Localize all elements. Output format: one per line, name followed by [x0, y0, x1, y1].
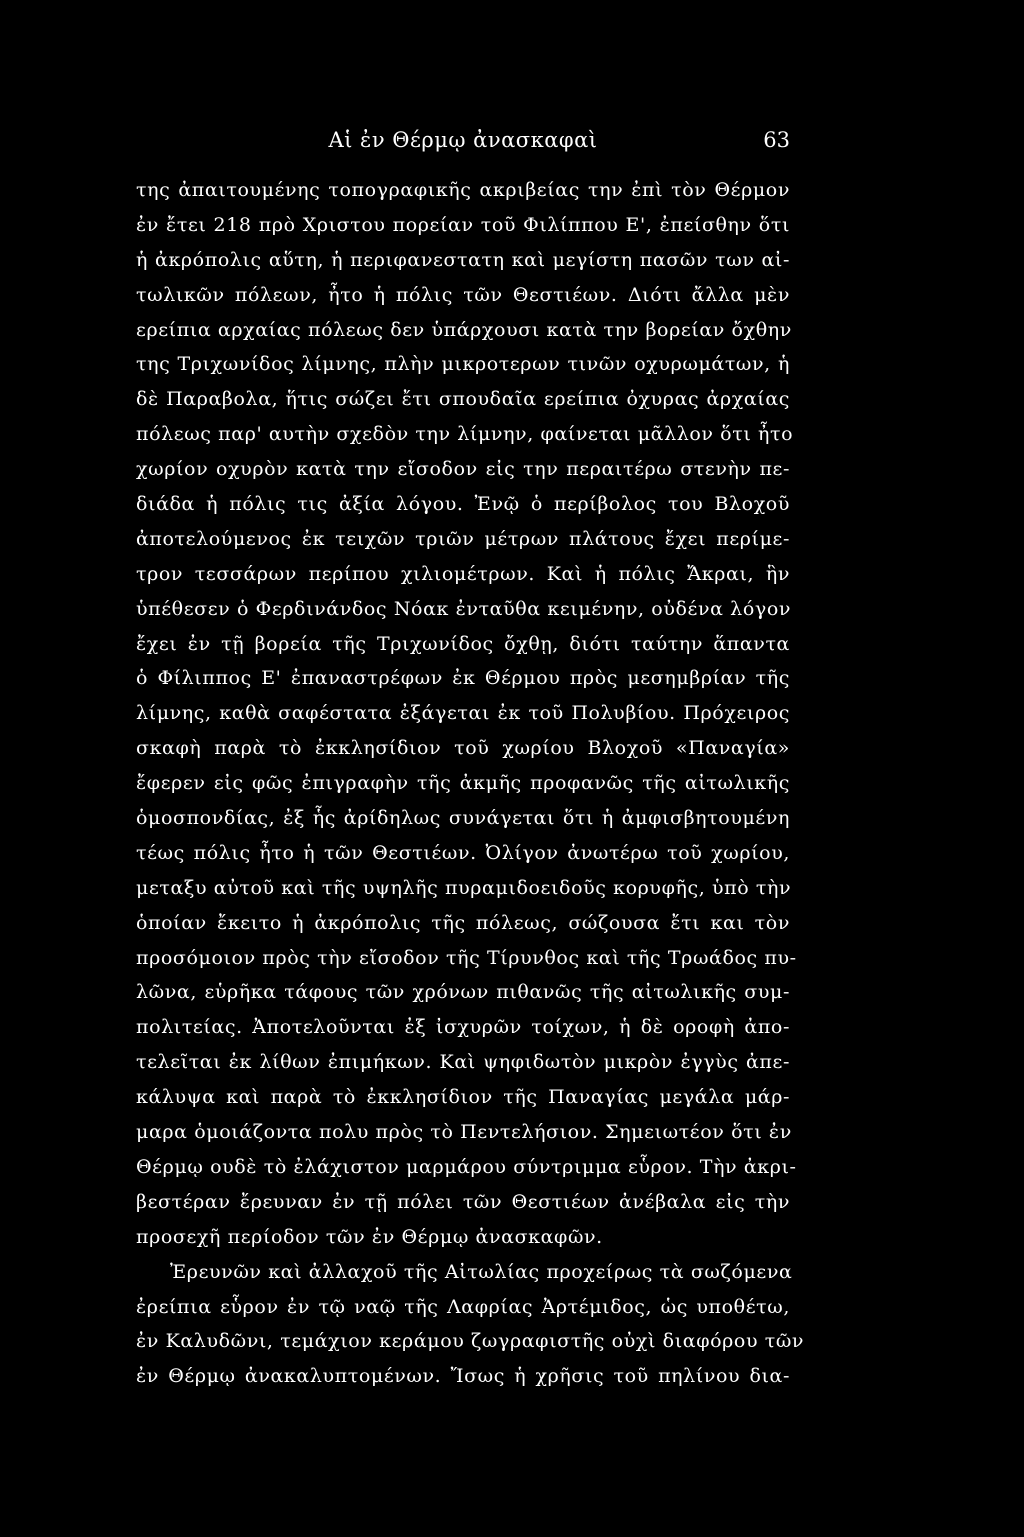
- text-line: προσόμοιον πρὸς τὴν εἴσοδον τῆς Τίρυνθος καὶ τῆς Τρωάδος πυ-: [136, 946, 797, 969]
- text-line: ἡ ἀκρόπολις αὕτη, ἡ περιφανεστατη καὶ μεγίστη πασῶν των αἰ-: [136, 248, 790, 271]
- running-title: Αἱ ἐν Θέρμῳ ἀνασκαφαὶ: [328, 128, 598, 152]
- text-line: λίμνης, καθὰ σαφέστατα ἐξάγεται ἐκ τοῦ Πολυβίου. Πρόχειρος: [136, 702, 790, 725]
- text-line: τρον τεσσάρων περίπου χιλιομέτρων. Καὶ ἡ πόλις Ἄκραι, ἣν: [136, 562, 790, 585]
- text-line: λῶνα, εὑρῆκα τάφους τῶν χρόνων πιθανῶς τῆς αἰτωλικῆς συμ-: [136, 981, 790, 1004]
- text-line: πόλεως παρ' αυτὴν σχεδὸν την λίμνην, φαίνεται μᾶλλον ὅτι ἦτο: [136, 423, 794, 446]
- text-line: Ἐρευνῶν καὶ ἀλλαχοῦ τῆς Αἰτωλίας προχείρως τὰ σωζόμενα: [170, 1260, 793, 1283]
- text-line: της ἀπαιτουμένης τοπογραφικῆς ακριβείας την ἐπὶ τὸν Θέρμον: [136, 179, 790, 201]
- text-line: μεταξυ αὐτοῦ καὶ τῆς υψηλῆς πυραμιδοειδοῦς κορυφῆς, ὑπὸ τὴν: [136, 876, 792, 899]
- text-line: ερείπια αρχαίας πόλεως δεν ὑπάρχουσι κατὰ την βορείαν ὄχθην: [136, 318, 792, 341]
- text-line: ὁμοσπονδίας, ἐξ ἧς ἀρίδηλως συνάγεται ὅτι ἡ ἀμφισβητουμένη: [136, 807, 790, 830]
- text-line: ὁποίαν ἔκειτο ἡ ἀκρόπολις τῆς πόλεως, σώζουσα ἔτι και τὸν: [136, 911, 790, 934]
- text-line: τέως πόλις ἦτο ἡ τῶν Θεστιέων. Ὀλίγον ἀνωτέρω τοῦ χωρίου,: [136, 841, 790, 864]
- text-line: της Τριχωνίδος λίμνης, πλὴν μικροτερων τινῶν οχυρωμάτων, ἡ: [136, 353, 790, 376]
- text-line: ἐρείπια εὗρον ἐν τῷ ναῷ τῆς Λαφρίας Ἀρτέμιδος, ὡς υποθέτω,: [136, 1295, 790, 1318]
- text-line: ἐν Θέρμῳ ἀνακαλυπτομένων. Ἴσως ἡ χρῆσις τοῦ πηλίνου δια-: [136, 1365, 790, 1388]
- text-line: ὁ Φίλιππος Ε' ἐπαναστρέφων ἐκ Θέρμου πρὸς μεσημβρίαν τῆς: [136, 667, 790, 690]
- text-line: ὑπέθεσεν ὁ Φερδινάνδος Νόακ ἐνταῦθα κειμένην, οὐδένα λόγον: [136, 597, 792, 620]
- text-line: μαρα ὁμοιάζοντα πολυ πρὸς τὸ Πεντελήσιον. Σημειωτέον ὅτι ἐν: [136, 1121, 792, 1144]
- text-line: ἔφερεν εἰς φῶς ἐπιγραφὴν τῆς ἀκμῆς προφανῶς τῆς αἰτωλικῆς: [136, 772, 790, 795]
- page-header: [136, 128, 790, 158]
- text-line: ἐν ἔτει 218 πρὸ Χριστου πορείαν τοῦ Φιλίππου Ε', ἐπείσθην ὅτι: [136, 213, 790, 236]
- text-line: διάδα ἡ πόλις τις ἀξία λόγου. Ἐνῷ ὁ περίβολος του Βλοχοῦ: [136, 493, 790, 516]
- text-line: τωλικῶν πόλεων, ἦτο ἡ πόλις τῶν Θεστιέων. Διότι ἄλλα μὲν: [136, 283, 790, 306]
- text-line: προσεχῆ περίοδον τῶν ἐν Θέρμῳ ἀνασκαφῶν.: [136, 1225, 603, 1248]
- text-line: ἀποτελούμενος ἐκ τειχῶν τριῶν μέτρων πλάτους ἔχει περίμε-: [136, 527, 790, 550]
- text-line: χωρίον οχυρὸν κατὰ την εἴσοδον εἰς την περαιτέρω στενὴν πε-: [136, 458, 790, 481]
- text-line: Θέρμῳ ουδὲ τὸ ἐλάχιστον μαρμάρου σύντριμμα εὗρον. Τὴν ἀκρι-: [136, 1155, 797, 1178]
- text-line: τελεῖται ἐκ λίθων ἐπιμήκων. Καὶ ψηφιδωτὸν μικρὸν ἐγγὺς ἀπε-: [136, 1051, 790, 1074]
- body-text: [136, 173, 805, 1394]
- text-line: δὲ Παραβολα, ἥτις σώζει ἔτι σπουδαῖα ερείπια ὀχυρας ἀρχαίας: [136, 388, 790, 411]
- text-line: ἐν Καλυδῶνι, τεμάχιον κεράμου ζωγραφιστῆς οὐχὶ διαφόρου τῶν: [136, 1330, 805, 1353]
- text-line: πολιτείας. Ἀποτελοῦνται ἐξ ἰσχυρῶν τοίχων, ἡ δὲ οροφὴ ἀπο-: [136, 1016, 790, 1039]
- text-line: ἔχει ἐν τῇ βορεία τῆς Τριχωνίδος ὄχθῃ, διότι ταύτην ἅπαντα: [136, 632, 790, 655]
- text-line: κάλυψα καὶ παρὰ τὸ ἐκκλησίδιον τῆς Παναγίας μεγάλα μάρ-: [136, 1086, 790, 1109]
- text-line: σκαφὴ παρὰ τὸ ἐκκλησίδιον τοῦ χωρίου Βλοχοῦ «Παναγία»: [136, 737, 790, 760]
- text-line: βεστέραν ἔρευναν ἐν τῇ πόλει τῶν Θεστιέων ἀνέβαλα εἰς τὴν: [136, 1190, 790, 1213]
- page-number: 63: [763, 128, 790, 152]
